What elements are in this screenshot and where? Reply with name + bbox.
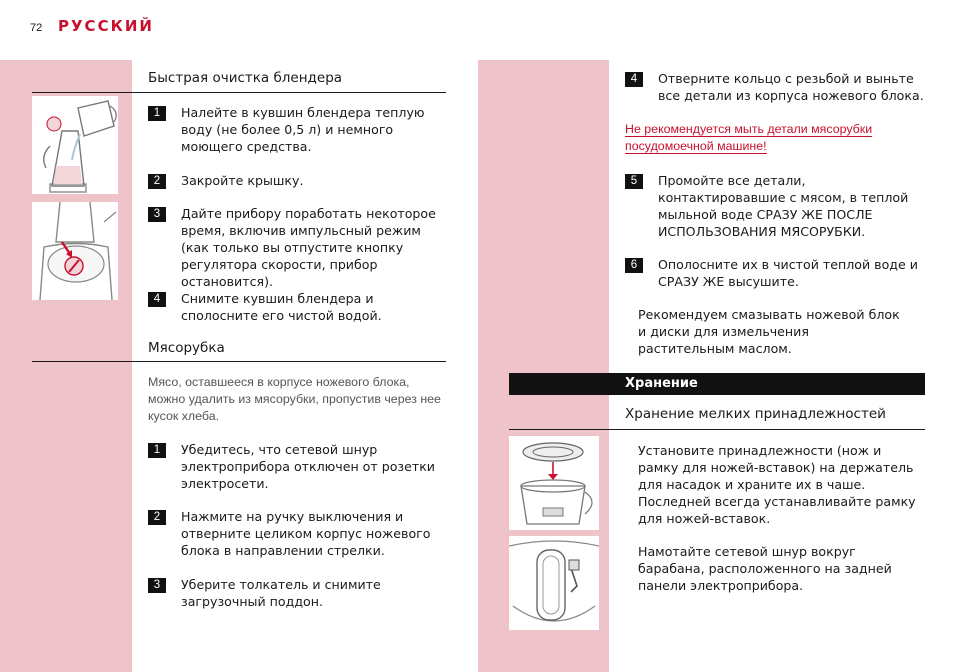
step-number: 1 [148,106,166,121]
step-number: 4 [625,72,643,87]
blender-step-3: Дайте прибору поработать некоторое время, включив импульсный режим (как только вы отпустите кнопку регулятора скорости, прибор остановится). [181,206,436,289]
mincer-heading-rule [32,361,446,362]
mincer-step-5: Промойте все детали, контактировавшие с мясом, в теплой мыльной воде СРАЗУ ЖЕ ПОСЛЕ ИСПОЛЬЗОВАНИЯ МЯСОРУБКИ. [658,173,909,239]
step-number: 6 [625,258,643,273]
blender-step-1: Налейте в кувшин блендера теплую воду (не более 0,5 л) и немного моющего средства. [181,105,425,154]
blender-step-2: Закройте крышку. [181,173,304,188]
dishwasher-warning [625,121,915,155]
step-number: 4 [148,292,166,307]
step-number: 3 [148,207,166,222]
storage-heading: Хранение мелких принадлежностей [625,406,886,422]
oil-tip: Рекомендуем смазывать ножевой блок и диски для измельчения растительным маслом. [638,307,900,356]
storage-instructions-2: Намотайте сетевой шнур вокруг барабана, расположенного на задней панели электроприбора. [638,544,892,593]
step-number: 2 [148,510,166,525]
mincer-heading: Мясорубка [148,340,225,356]
storage-heading-rule [509,429,925,430]
storage-instructions-1: Установите принадлежности (нож и рамку для ножей-вставок) на держатель для насадок и храните их в чаше. Последней всегда устанавливайте рамку для ножей-вставок. [638,443,916,526]
step-number: 5 [625,174,643,189]
accessory-storage-illustration [509,436,599,530]
mincer-step-2: Нажмите на ручку выключения и отверните целиком корпус ножевого блока в направлении стрелки. [181,509,431,558]
blender-heading-rule [32,92,446,93]
mincer-step-3: Уберите толкатель и снимите загрузочный поддон. [181,577,381,609]
mincer-step-1: Убедитесь, что сетевой шнур электроприбора отключен от розетки электросети. [181,442,435,491]
storage-section-bar [509,373,925,395]
mincer-note: Мясо, оставшееся в корпусе ножевого блока, можно удалить из мясорубки, пропустив через нее кусок хлеба. [148,375,441,423]
step-number: 1 [148,443,166,458]
mincer-step-6: Ополосните их в чистой теплой воде и СРАЗУ ЖЕ высушите. [658,257,918,289]
storage-bar-label: Хранение [625,376,698,391]
blender-pulse-illustration [32,202,118,300]
blender-cleaning-heading: Быстрая очистка блендера [148,70,343,86]
step-number: 3 [148,578,166,593]
dishwasher-warning-text: Не рекомендуется мыть детали мясорубки посудомоечной машине! [625,122,873,153]
cord-storage-illustration [509,536,599,630]
step-number: 2 [148,174,166,189]
language-title: РУССКИЙ [58,17,154,35]
page-number: 72 [30,22,43,34]
blender-step-4: Снимите кувшин блендера и сполосните его чистой водой. [181,291,382,323]
blender-pour-illustration [32,96,118,194]
mincer-step-4: Отверните кольцо с резьбой и выньте все детали из корпуса ножевого блока. [658,71,924,103]
